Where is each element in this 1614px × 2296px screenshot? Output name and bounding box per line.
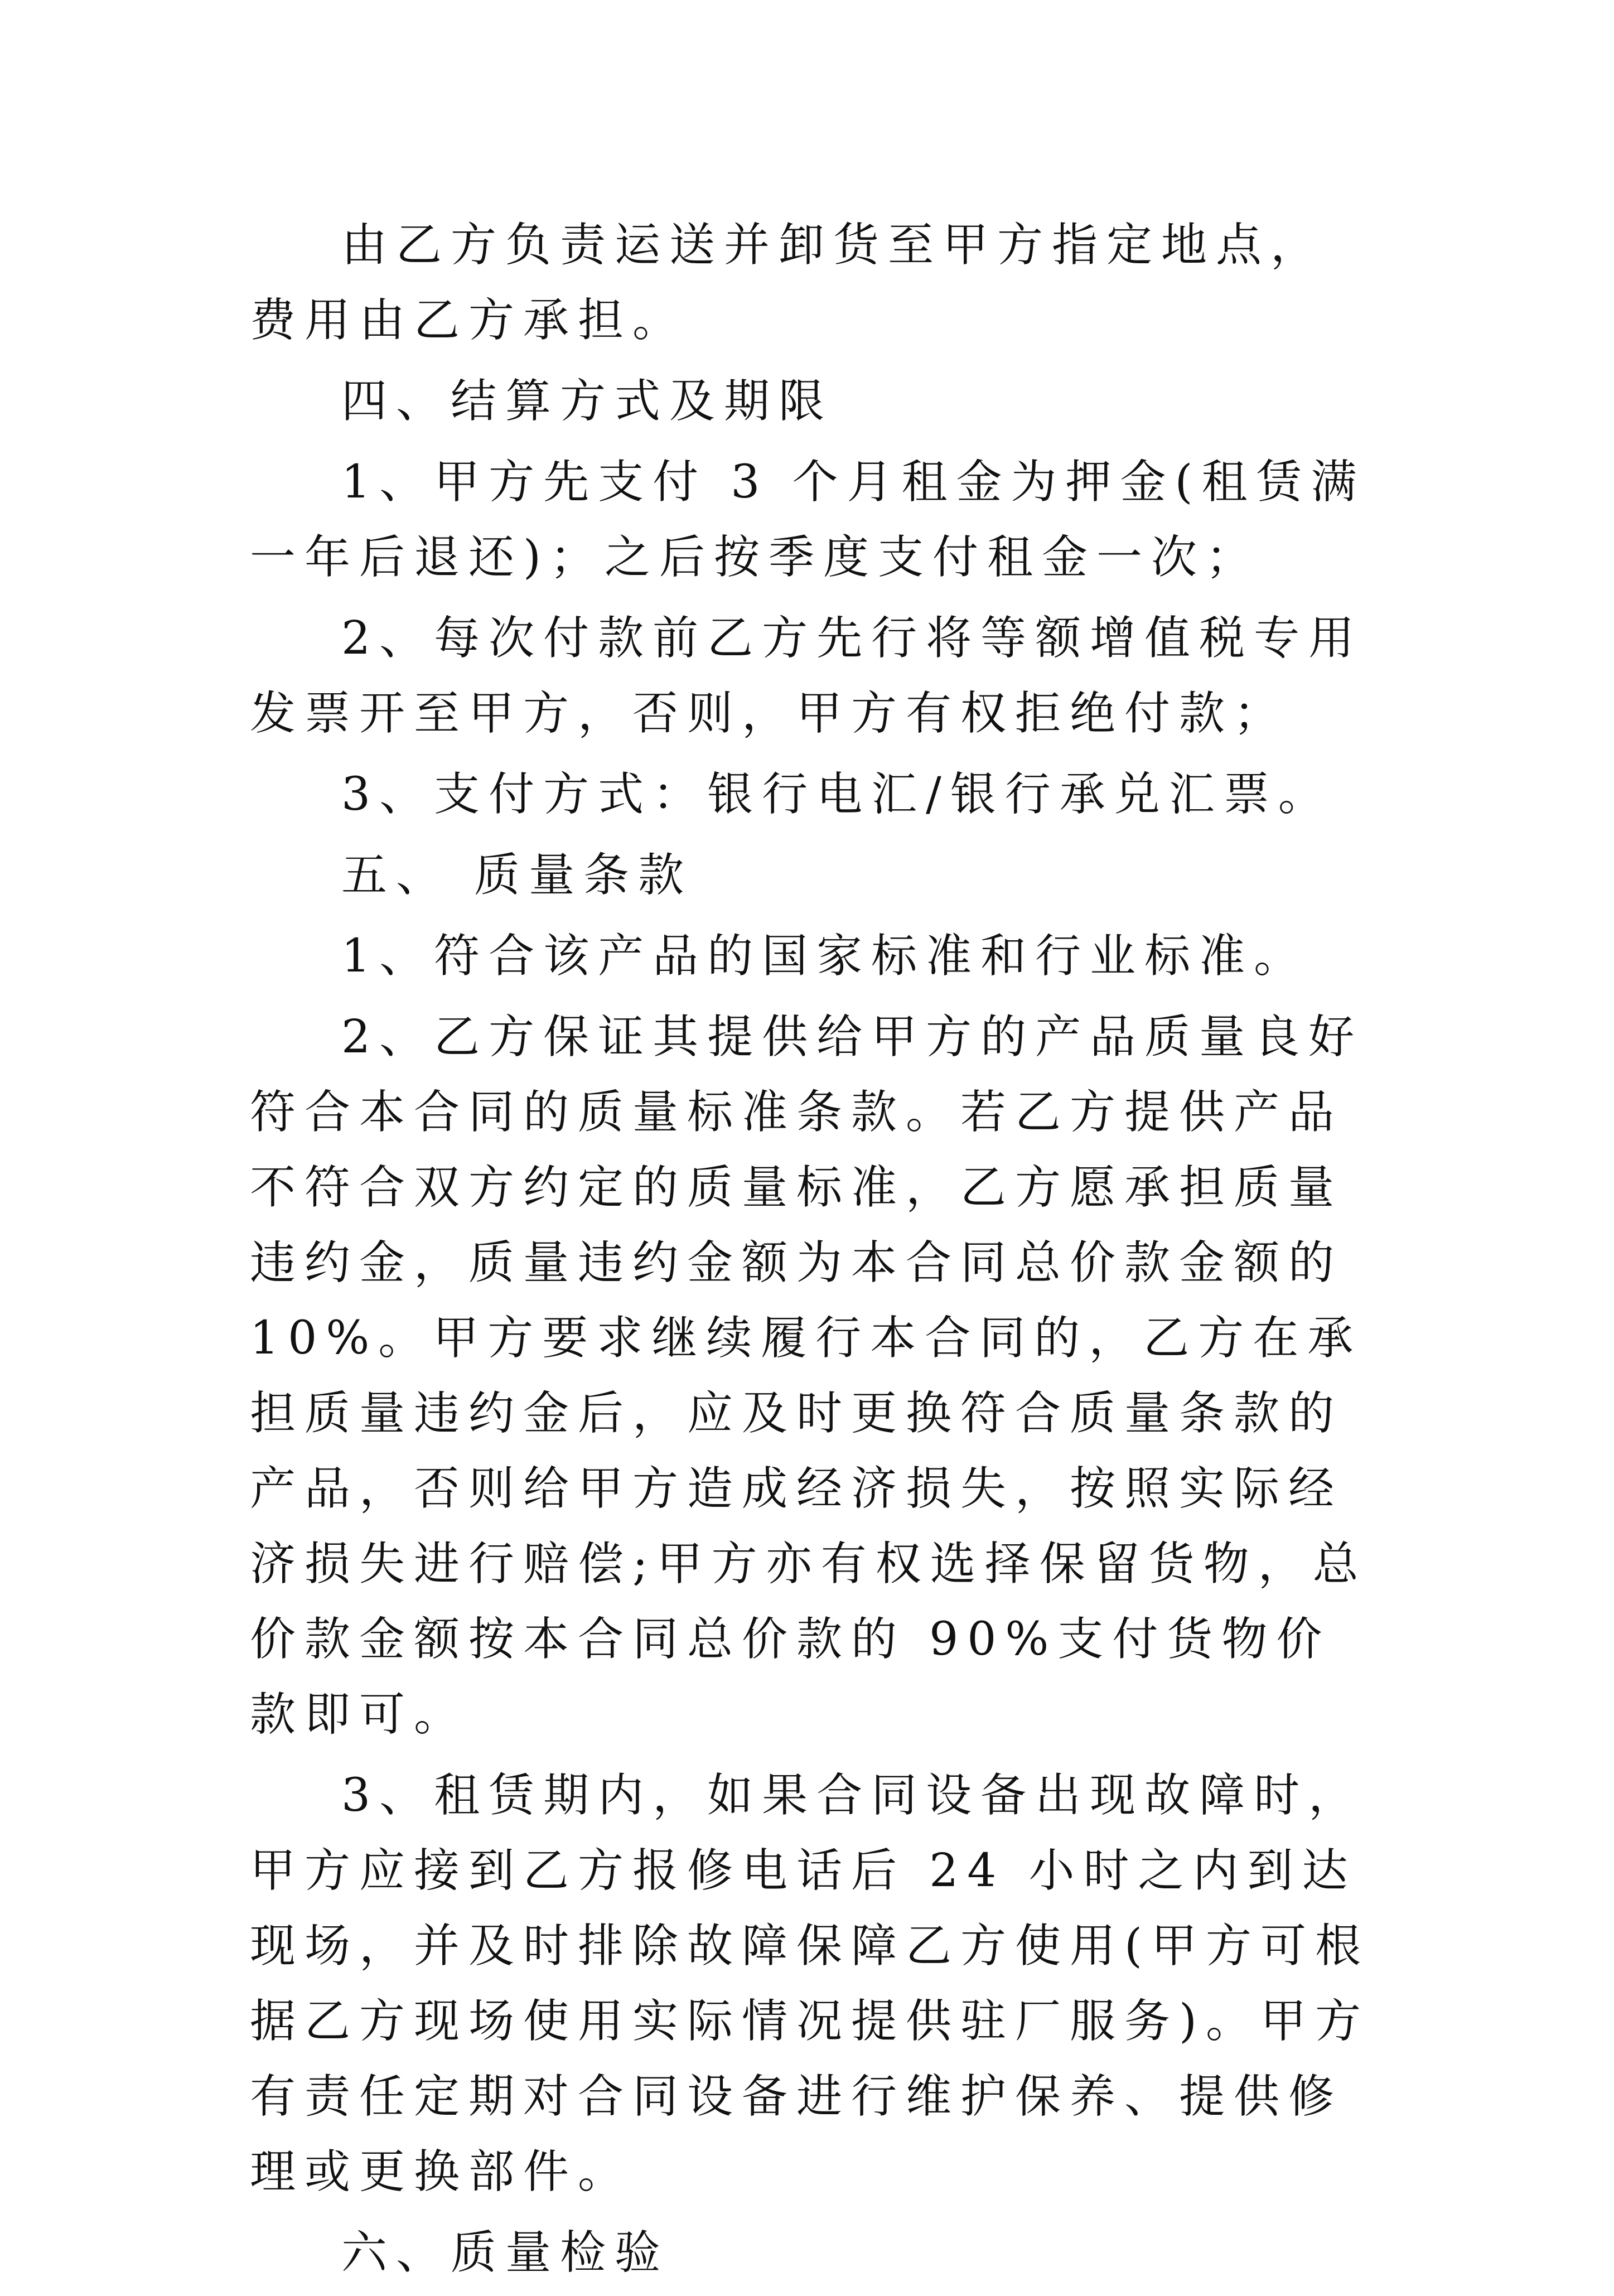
paragraph-standards: 1、符合该产品的国家标准和行业标准。	[341, 930, 1309, 983]
document-body	[250, 207, 1376, 2296]
paragraph-delivery: 由乙方负责运送并卸货至甲方指定地点，费用由乙方承担。	[250, 219, 1326, 347]
section-heading-quality-terms: 五、 质量条款	[341, 849, 693, 902]
paragraph-deposit: 1、甲方先支付 3 个月租金为押金(租赁满一年后退还)；之后按季度支付租金一次；	[250, 456, 1366, 584]
paragraph-payment-method: 3、支付方式：银行电汇/银行承兑汇票。	[341, 768, 1333, 821]
paragraph-maintenance: 3、租赁期内，如果合同设备出现故障时，甲方应接到乙方报修电话后 24 小时之内到达现场，并及时排除故障保障乙方使用(甲方可根据乙方现场使用实际情况提供驻厂服务)。甲方有责任定期对合同设备进行维护保养、提供修理或更换部件。	[250, 1769, 1370, 2198]
paragraph-quality-guarantee: 2、乙方保证其提供给甲方的产品质量良好符合本合同的质量标准条款。若乙方提供产品不符合双方约定的质量标准，乙方愿承担质量违约金，质量违约金额为本合同总价款金额的 10%。甲方要求继续履行本合同的，乙方在承担质量违约金后，应及时更换符合质量条款的产品，否则给甲方造成经济损失，按照实际经济损失进行赔偿;甲方亦有权选择保留货物，总价款金额按本合同总价款的 90%支付货物价款即可。	[250, 1011, 1367, 1741]
section-heading-settlement: 四、结算方式及期限	[341, 375, 834, 428]
paragraph-invoice: 2、每次付款前乙方先行将等额增值税专用发票开至甲方，否则，甲方有权拒绝付款；	[250, 612, 1364, 740]
section-heading-quality-inspection: 六、质量检验	[341, 2226, 670, 2279]
